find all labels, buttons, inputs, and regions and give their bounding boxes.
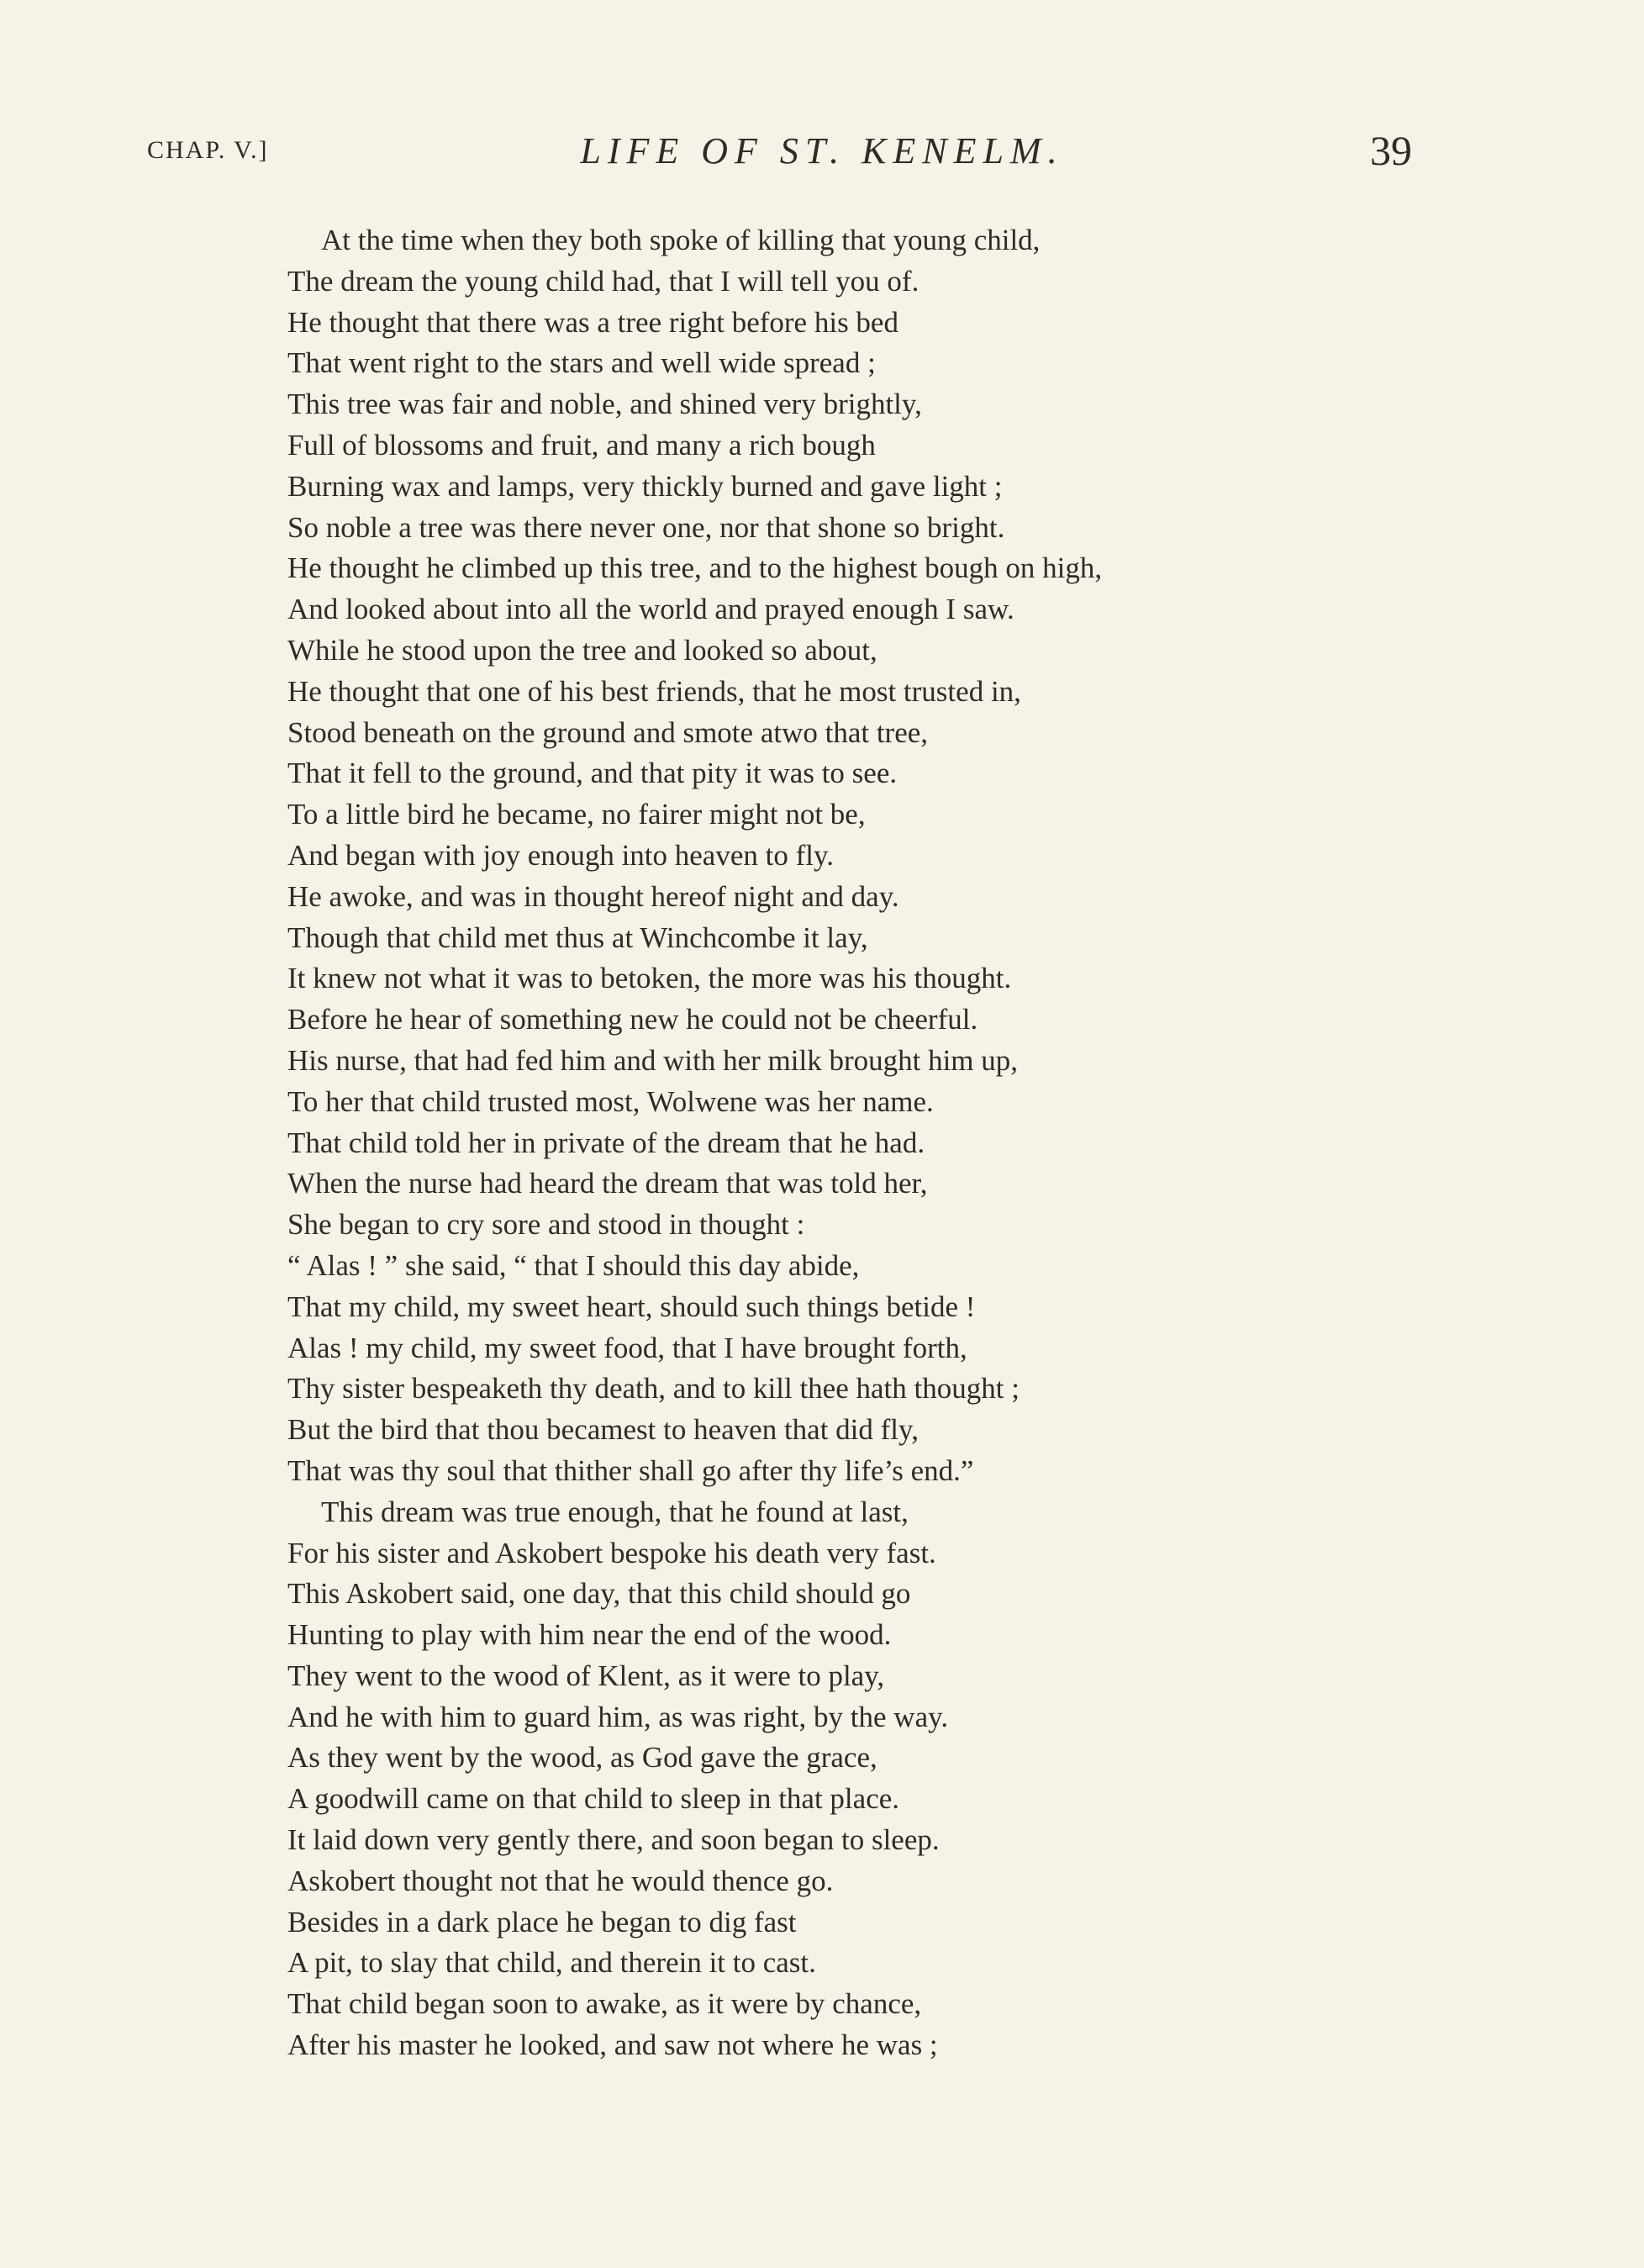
- chapter-label: CHAP. V.]: [147, 136, 269, 164]
- poem-line: Full of blossoms and fruit, and many a rich bough: [287, 428, 876, 462]
- poem-line: At the time when they both spoke of killing that young child,: [321, 224, 1041, 256]
- poem-line: A goodwill came on that child to sleep in that place.: [287, 1782, 900, 1816]
- poem-line: This dream was true enough, that he found at last,: [321, 1495, 909, 1528]
- poem-line: To her that child trusted most, Wolwene was her name.: [287, 1084, 934, 1118]
- poem-line: While he stood upon the tree and looked so about,: [287, 633, 877, 667]
- poem-line: This tree was fair and noble, and shined very brightly,: [287, 388, 922, 421]
- poem-line: As they went by the wood, as God gave the grace,: [287, 1741, 877, 1775]
- poem-line: Hunting to play with him near the end of the wood.: [287, 1618, 892, 1652]
- running-title: LIFE OF ST. KENELM.: [580, 130, 1064, 171]
- poem-text: [287, 220, 1599, 2066]
- poem-line: To a little bird he became, no fairer might not be,: [287, 798, 866, 831]
- poem-line: Thy sister bespeaketh thy death, and to kill thee hath thought ;: [287, 1372, 1020, 1406]
- poem-line: And looked about into all the world and prayed enough I saw.: [287, 593, 1014, 626]
- poem-line: When the nurse had heard the dream that was told her,: [287, 1167, 928, 1200]
- poem-line: Before he hear of something new he could not be cheerful.: [287, 1003, 978, 1036]
- poem-line: That child told her in private of the dream that he had.: [287, 1126, 925, 1159]
- poem-line: And began with joy enough into heaven to fly.: [287, 838, 834, 872]
- page-number: 39: [1370, 127, 1412, 174]
- poem-line: He awoke, and was in thought hereof night and day.: [287, 879, 899, 913]
- poem-line: Besides in a dark place he began to dig fast: [287, 1905, 797, 1938]
- poem-line: They went to the wood of Klent, as it were to play,: [287, 1659, 885, 1692]
- poem-line: Alas ! my child, my sweet food, that I have brought forth,: [287, 1331, 967, 1364]
- poem-line: “ Alas ! ” she said, “ that I should this day abide,: [287, 1248, 860, 1282]
- poem-line: He thought he climbed up this tree, and to the highest bough on high,: [287, 551, 1103, 585]
- poem-line: Askobert thought not that he would thence go.: [287, 1864, 834, 1897]
- poem-line: It laid down very gently there, and soon began to sleep.: [287, 1823, 940, 1857]
- poem-line: His nurse, that had fed him and with her milk brought him up,: [287, 1043, 1019, 1077]
- poem-line: That went right to the stars and well wide spread ;: [287, 346, 876, 380]
- poem-line: That it fell to the ground, and that pity it was to see.: [287, 757, 898, 790]
- poem-line: Though that child met thus at Winchcombe it lay,: [287, 920, 868, 954]
- poem-line: That child began soon to awake, as it were by chance,: [287, 1987, 922, 2021]
- poem-line: Burning wax and lamps, very thickly burned and gave light ;: [287, 469, 1003, 503]
- poem-line: He thought that one of his best friends, that he most trusted in,: [287, 674, 1021, 708]
- poem-line: That was thy soul that thither shall go after thy life’s end.”: [287, 1453, 974, 1487]
- poem-line: This Askobert said, one day, that this child should go: [287, 1577, 911, 1611]
- poem-line: And he with him to guard him, as was right, by the way.: [287, 1700, 949, 1733]
- poem-line: He thought that there was a tree right before his bed: [287, 305, 898, 339]
- page-header: [0, 126, 1644, 185]
- poem-line: A pit, to slay that child, and therein it to cast.: [287, 1946, 816, 1980]
- poem-line: For his sister and Askobert bespoke his death very fast.: [287, 1536, 936, 1569]
- poem-line: It knew not what it was to betoken, the more was his thought.: [287, 962, 1012, 995]
- poem-line: That my child, my sweet heart, should such things betide !: [287, 1290, 976, 1323]
- poem-line: But the bird that thou becamest to heaven that did fly,: [287, 1413, 919, 1447]
- poem-line: So noble a tree was there never one, nor that shone so bright.: [287, 510, 1005, 544]
- poem-line: She began to cry sore and stood in thought :: [287, 1208, 805, 1242]
- poem-line: After his master he looked, and saw not where he was ;: [287, 2028, 938, 2062]
- poem-line: The dream the young child had, that I will tell you of.: [287, 264, 919, 298]
- poem-line: Stood beneath on the ground and smote atwo that tree,: [287, 715, 929, 749]
